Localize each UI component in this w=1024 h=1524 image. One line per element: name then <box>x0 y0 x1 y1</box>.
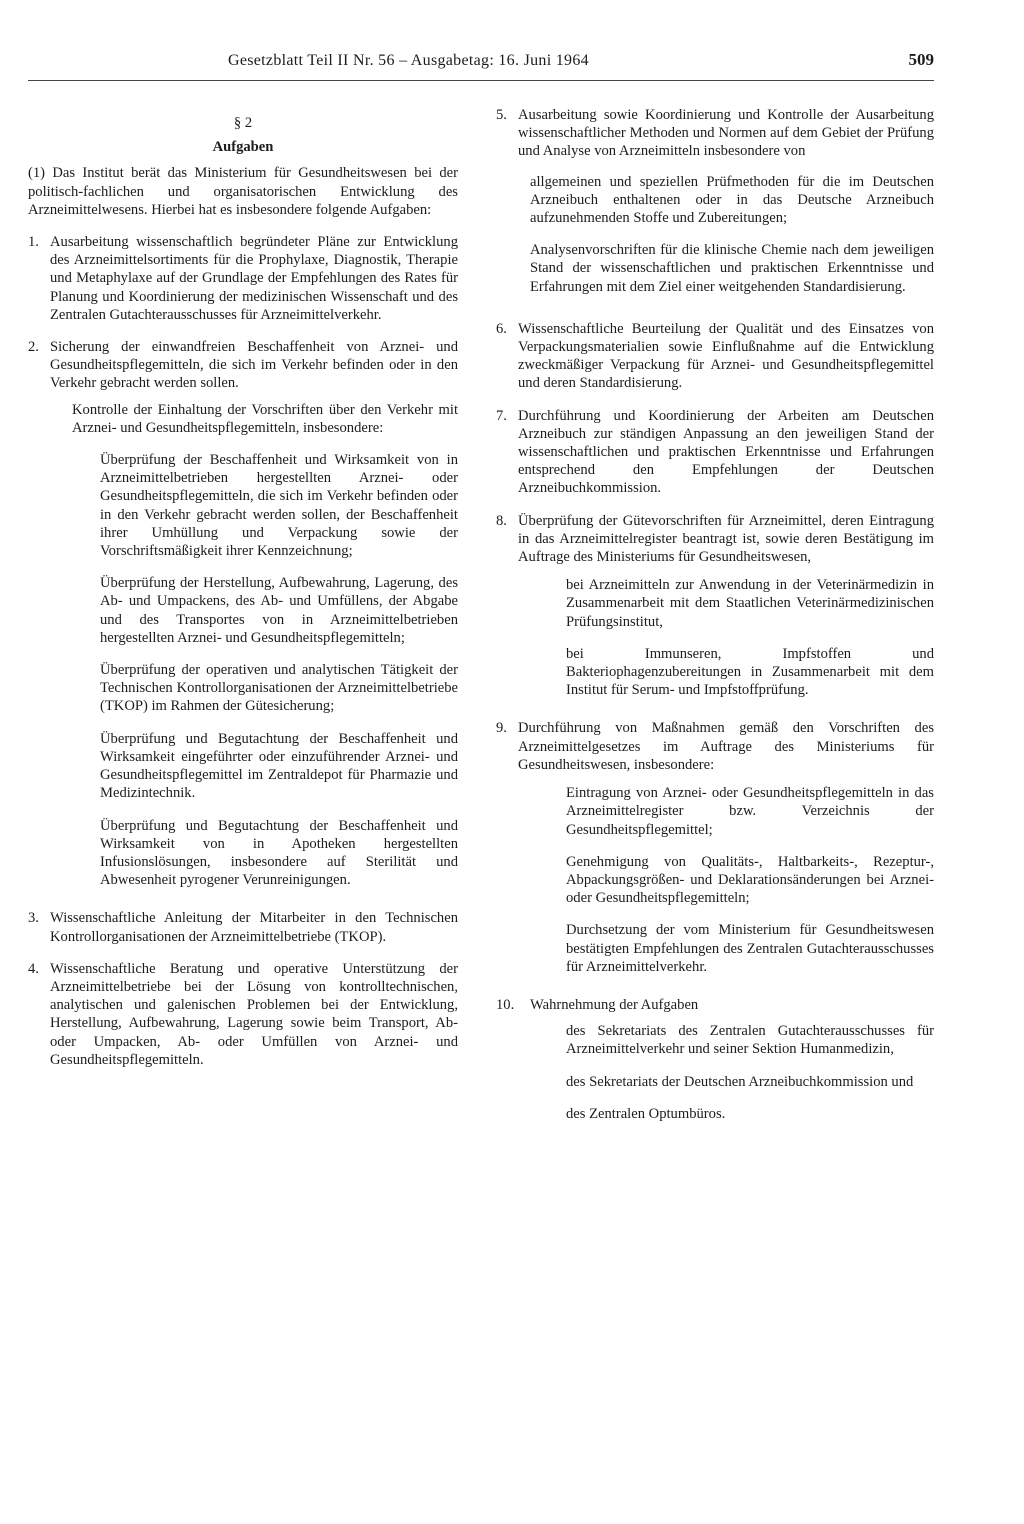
sub-list-item: des Sekretariats der Deutschen Arzneibuchkommission und <box>566 1073 914 1090</box>
list-item-2 <box>28 338 458 445</box>
intro-paragraph: (1) Das Institut berät das Ministerium für Gesundheitswesen bei der politisch-fachlichen und organisatorischen Entwicklung des Arzneimittelwesens. Hierbei hat es insbesondere folgende Aufgaben: <box>28 165 458 218</box>
section-title: Aufgaben <box>212 139 274 156</box>
list-item-7 <box>496 407 934 498</box>
sub-list-item: bei Immunseren, Impfstoffen und Bakteriophagenzubereitungen in Zusammenarbeit mit dem Institut für Serum- und Impfstoffprüfung. <box>566 645 934 699</box>
item-number: 9. <box>496 720 507 737</box>
page-number: 509 <box>908 50 934 69</box>
section-number: § 2 <box>233 115 253 131</box>
sub-list-item: Überprüfung der Herstellung, Aufbewahrung, Lagerung, des Ab- und Umpackens, des Ab- und Umfüllens, der Abgabe und des Transportes von in Arzneimittelbetrieben hergestellten Arznei- und Gesundheitspflegemitteln; <box>100 575 458 646</box>
item-number: 4. <box>28 960 39 977</box>
right-column <box>496 106 934 1137</box>
item-text: Ausarbeitung sowie Koordinierung und Kontrolle der Ausarbeitung wissenschaftlicher Methoden und Normen auf dem Gebiet der Prüfung und Analyse von Arzneimitteln insbesondere von <box>518 107 934 160</box>
list-item-9 <box>496 719 934 774</box>
sub-list-item: Überprüfung der Beschaffenheit und Wirksamkeit von in Arzneimittelbetrieben hergestellten Arznei- oder Gesundheitspflegemitteln, die sich im Verkehr befinden oder in den Verkehr gebracht werden sollen, der Beschaffenheit ihrer Umhüllung und Verpackung sowie der Vorschriftsmäßigkeit ihrer Kennzeichnung; <box>100 452 458 560</box>
sub-list-item: allgemeinen und speziellen Prüfmethoden für die im Deutschen Arzneibuch enthaltenen oder in das Deutsche Arzneibuch aufzunehmenden Stoffe und Zubereitungen; <box>530 173 934 227</box>
item-text: Sicherung der einwandfreien Beschaffenheit von Arznei- und Gesundheitspflegemitteln, die sich im Verkehr befinden oder in den Verkehr gebracht werden sollen. <box>50 339 458 392</box>
header-title: Gesetzblatt Teil II Nr. 56 – Ausgabetag: 16. Juni 1964 <box>228 52 589 69</box>
sub-list-item: Analysenvorschriften für die klinische Chemie nach dem jeweiligen Stand der wissenschaftlichen und praktischen Erkenntnisse und Erfahrungen mit dem Ziel einer weitgehenden Standardisierung. <box>530 242 934 295</box>
sub-list-item: Eintragung von Arznei- oder Gesundheitspflegemitteln in das Arzneimittelregister bzw. Verzeichnis der Gesundheitspflegemittel; <box>566 785 934 838</box>
item-number: 5. <box>496 107 507 123</box>
list-item-10 <box>496 996 934 1014</box>
item-number: 8. <box>496 512 507 529</box>
list-item-4 <box>28 960 458 1069</box>
item-text: Wahrnehmung der Aufgaben <box>530 996 699 1013</box>
item-number: 10. <box>496 996 515 1013</box>
sub-list-item: des Sekretariats des Zentralen Gutachterausschusses für Arzneimittelverkehr und seiner Sektion Humanmedizin, <box>566 1023 934 1058</box>
sub-list-item: Überprüfung der operativen und analytischen Tätigkeit der Technischen Kontrollorganisationen der Arzneimittelbetriebe (TKOP) im Rahmen der Gütesicherung; <box>100 662 458 715</box>
list-item-3 <box>28 909 458 945</box>
sub-list-item: Überprüfung und Begutachtung der Beschaffenheit und Wirksamkeit von in Apotheken hergestellten Infusionslösungen, insbesondere auf Sterilität und Abwesenheit pyrogener Verunreinigungen. <box>100 817 458 889</box>
item-text: Wissenschaftliche Anleitung der Mitarbeiter in den Technischen Kontrollorganisationen der Arzneimittelbetriebe (TKOP). <box>50 910 458 945</box>
item-number: 6. <box>496 320 507 337</box>
item-subparagraph: Kontrolle der Einhaltung der Vorschriften über den Verkehr mit Arznei- und Gesundheitspflegemitteln, insbesondere: <box>72 401 458 436</box>
sub-list-item: des Zentralen Optumbüros. <box>566 1105 726 1122</box>
item-text: Wissenschaftliche Beurteilung der Qualität und des Einsatzes von Verpackungsmaterialien sowie Einflußnahme auf die Entwicklung zweckmäßiger Verpackung für Arznei- und Gesundheitspflegemittel und deren Standardisierung. <box>518 320 934 392</box>
sub-list-item: Überprüfung und Begutachtung der Beschaffenheit und Wirksamkeit eingeführter oder einzuführender Arznei- und Gesundheitspflegemittel im Zentraldepot für Pharmazie und Medizintechnik. <box>100 730 458 802</box>
list-item-1 <box>28 233 458 324</box>
page-header <box>28 50 934 81</box>
item-text: Überprüfung der Gütevorschriften für Arzneimittel, deren Eintragung in das Arzneimittelregister beantragt ist, sowie deren Bestätigung im Auftrage des Ministeriums für Gesundheitswesen, <box>518 512 934 566</box>
item-text: Durchführung von Maßnahmen gemäß den Vorschriften des Arzneimittelgesetzes im Auftrage des Ministeriums für Gesundheitswesen, insbesondere: <box>518 720 934 773</box>
item-text: Ausarbeitung wissenschaftlich begründeter Pläne zur Entwicklung des Arzneimittelsortiments für die Prophylaxe, Diagnostik, Therapie und Metaphylaxe auf der Grundlage der Empfehlungen des Rates für Planung und Koordinierung der medizinischen Wissenschaft und des Zentralen Gutachterausschusses für Arzneimittelverkehr. <box>50 234 458 323</box>
item-number: 1. <box>28 234 39 251</box>
item-number: 7. <box>496 407 507 424</box>
item-number: 2. <box>28 339 39 356</box>
item-text: Durchführung und Koordinierung der Arbeiten am Deutschen Arzneibuch zur ständigen Anpassung an den jeweiligen Stand der wissenschaftlichen und praktischen Erkenntnisse und Erfahrungen entsprechend den Empfehlungen der Deutschen Arzneibuchkommission. <box>518 407 934 497</box>
left-column <box>28 106 458 1083</box>
item-text: Wissenschaftliche Beratung und operative Unterstützung der Arzneimittelbetriebe bei der Lösung von kontrolltechnischen, analytischen und galenischen Problemen bei der Entwicklung, Herstellung, Aufbewahrung, Lagerung sowie beim Transport, Ab- oder Umpacken, Ab- oder Umfüllen von Arznei- und Gesundheitspflegemitteln. <box>50 960 458 1068</box>
list-item-8 <box>496 512 934 567</box>
sub-list-item: bei Arzneimitteln zur Anwendung in der Veterinärmedizin in Zusammenarbeit mit dem Staatlichen Veterinärmedizinischen Prüfungsinstitut, <box>566 577 934 630</box>
item-number: 3. <box>28 910 39 927</box>
sub-list-item: Genehmigung von Qualitäts-, Haltbarkeits-, Rezeptur-, Abpackungsgrößen- und Deklarationsänderungen bei Arznei- oder Gesundheitspflegemitteln; <box>566 853 934 907</box>
list-item-5 <box>496 106 934 161</box>
sub-list-item: Durchsetzung der vom Ministerium für Gesundheitswesen bestätigten Empfehlungen des Zentralen Gutachterausschusses für Arzneimittelverkehr. <box>566 922 934 975</box>
list-item-6 <box>496 320 934 393</box>
